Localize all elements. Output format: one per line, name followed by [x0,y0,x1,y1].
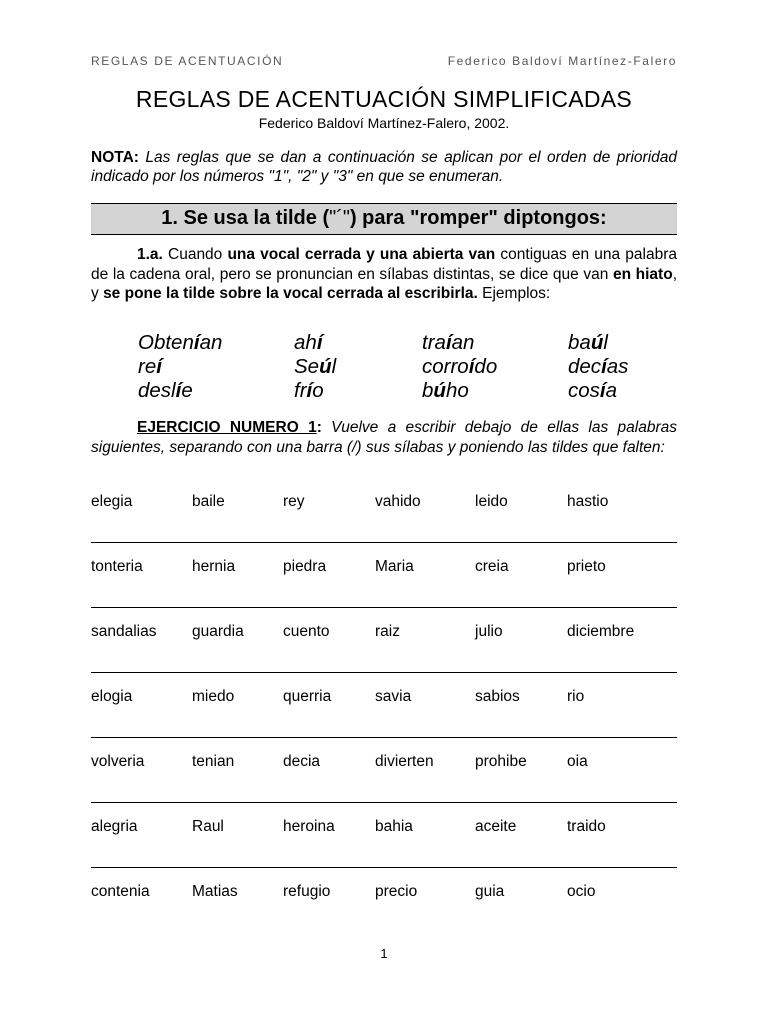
exercise-word: traido [567,818,606,835]
exercise-word: precio [375,883,418,900]
example-word [422,379,568,403]
example-word-post: e [181,379,193,402]
example-word [294,379,422,403]
header-left: REGLAS DE ACENTUACIÓN [91,54,284,68]
example-word [422,355,568,379]
example-word [294,331,422,355]
exercise-word: Maria [375,558,414,575]
exercise-word: tonteria [91,558,143,575]
exercise-word: elegia [91,493,133,510]
example-word-pre: b [422,379,434,402]
example-word [138,355,294,379]
example-word-pre: corro [422,355,469,378]
document-title: REGLAS DE ACENTUACIÓN SIMPLIFICADAS [135,86,633,112]
exercise-word: vahido [375,493,421,510]
example-word-pre: ba [568,331,591,354]
example-word-accent: í [156,355,162,378]
word-row [91,623,677,643]
rule-1a-paragraph [91,245,677,304]
exercise-word: volveria [91,753,145,770]
example-word [138,379,294,403]
note-paragraph [91,148,677,186]
exercise-word: creia [475,558,509,575]
exercise-intro [91,418,677,457]
example-word-accent: í [468,355,475,378]
running-header [91,54,677,68]
example-word [568,331,678,355]
word-row [91,558,677,578]
example-word [294,355,422,379]
example-word-pre: re [138,355,157,378]
exercise-word: cuento [283,623,330,640]
example-word [568,355,678,379]
exercise-word: guia [475,883,505,900]
rule-text-1: Cuando [162,246,228,263]
exercise-word: miedo [192,688,235,705]
exercise-word: alegria [91,818,138,835]
example-word-accent: í [193,331,200,354]
section-heading-tilde: "´" [329,207,350,229]
example-word-post: o [312,379,324,402]
note-label: NOTA: [91,149,139,166]
exercise-word: julio [475,623,503,640]
example-word-post: do [474,355,498,378]
author-line: Federico Baldoví Martínez-Falero, 2002. [258,115,510,131]
exercise-word: prieto [567,558,606,575]
example-word-post: an [199,331,223,354]
exercise-word: sabios [475,688,520,705]
example-word-pre: cos [568,379,600,402]
rule-text-2: contiguas en una palabra de la cadena oral, pero se pronuncian en sílabas distintas, se dice que van [91,246,677,283]
exercise-text: Vuelve a escribir debajo de ellas las palabras siguientes, separando con una barra (/) sus sílabas y poniendo las tildes que falten: [91,419,677,456]
exercise-word: raiz [375,623,400,640]
exercise-word: heroina [283,818,335,835]
word-row [91,883,677,903]
exercise-word: tenian [192,753,235,770]
example-word-pre: tra [422,331,446,354]
rule-label: 1.a. [137,246,163,263]
example-word-post: l [331,355,337,378]
example-word-accent: í [316,331,323,354]
exercise-word: hastio [567,493,609,510]
example-word-post: as [606,355,629,378]
exercise-label: EJERCICIO NUMERO 1 [137,419,317,436]
word-row [91,688,677,708]
exercise-word: rio [567,688,585,705]
example-word-post: an [451,331,475,354]
example-word-post: a [605,379,618,402]
exercise-word: elogia [91,688,133,705]
exercise-word: hernia [192,558,236,575]
example-word-pre: dec [568,355,602,378]
exercise-word: divierten [375,753,434,770]
word-row [91,818,677,838]
answer-line[interactable] [91,737,677,738]
rule-bold-3: se pone la tilde sobre la vocal cerrada al escribirla. [103,285,478,302]
word-row [91,753,677,773]
section-heading-1 [91,203,677,235]
example-word-accent: ú [433,379,446,402]
rule-text-4: Ejemplos: [477,285,551,302]
example-word-accent: ú [319,355,332,378]
example-word-post: l [603,331,608,354]
example-word [568,379,678,403]
page-number: 1 [380,946,388,961]
exercise-word: aceite [475,818,517,835]
example-word-pre: ah [294,331,317,354]
exercise-word: sandalias [91,623,157,640]
examples-grid [138,331,678,403]
exercise-word: savia [375,688,412,705]
exercise-word: prohibe [475,753,527,770]
exercise-word: decia [283,753,321,770]
example-word-accent: í [175,379,182,402]
exercise-word: ocio [567,883,596,900]
exercise-word: contenia [91,883,150,900]
exercise-word: leido [475,493,508,510]
note-text: Las reglas que se dan a continuación se aplican por el orden de prioridad indicado por los números "1", "2" y "3" en que se enumeran. [91,149,678,185]
exercise-colon: : [316,419,322,436]
exercise-word: rey [283,493,305,510]
exercise-word: piedra [283,558,327,575]
exercise-word: guardia [192,623,244,640]
answer-line[interactable] [91,542,677,543]
example-word-accent: í [306,379,313,402]
example-word-pre: Se [294,355,320,378]
rule-bold-1: una vocal cerrada y una abierta van [227,246,496,263]
example-word-pre: fr [294,379,307,402]
example-word-pre: desl [138,379,176,402]
section-heading-post: ) para "romper" diptongos: [349,207,607,229]
exercise-word: Matias [192,883,238,900]
rule-bold-2: en hiato [612,265,673,283]
word-row [91,493,677,513]
answer-line[interactable] [91,802,677,803]
answer-line[interactable] [91,867,677,868]
exercise-word: diciembre [567,623,635,640]
answer-line[interactable] [91,607,677,608]
example-word-pre: Obten [138,331,194,354]
exercise-word: querria [283,688,332,705]
exercise-word: Raul [192,818,224,835]
example-word-accent: ú [590,331,604,354]
example-word-accent: í [445,331,452,354]
exercise-word: baile [192,493,225,510]
example-word-accent: í [599,379,606,402]
exercise-word: oia [567,753,588,770]
header-right: Federico Baldoví Martínez-Falero [447,54,677,68]
example-word-post: ho [445,379,469,402]
answer-line[interactable] [91,672,677,673]
exercise-word: bahia [375,818,413,835]
section-heading-pre: 1. Se usa la tilde ( [161,207,330,229]
example-word-accent: í [601,355,607,378]
example-word [422,331,568,355]
exercise-word: refugio [283,883,331,900]
rule-text-3: , y [91,265,677,302]
example-word [138,331,294,355]
